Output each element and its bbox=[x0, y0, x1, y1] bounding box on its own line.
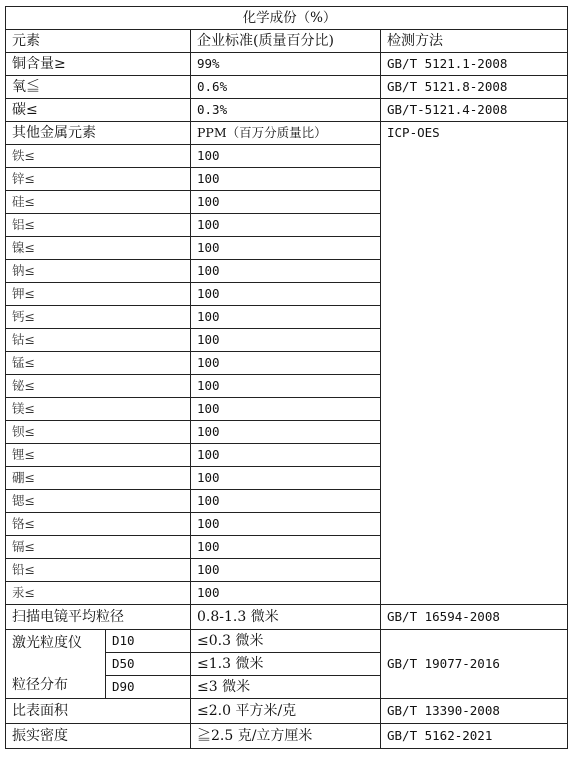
standard-cell: 99% bbox=[191, 53, 381, 76]
metal-element: 硼≤ bbox=[6, 467, 191, 490]
metal-element: 锂≤ bbox=[6, 444, 191, 467]
header-method: 检测方法 bbox=[381, 30, 568, 53]
metal-element: 硅≤ bbox=[6, 191, 191, 214]
metal-element: 镁≤ bbox=[6, 398, 191, 421]
laser-value: ≤1.3 微米 bbox=[191, 653, 381, 676]
laser-label-bottom: 粒径分布 bbox=[12, 677, 68, 693]
metal-value: 100 bbox=[191, 237, 381, 260]
tap-density-row bbox=[6, 724, 568, 749]
method-cell: GB/T 5121.1-2008 bbox=[381, 53, 568, 76]
surface-area-label: 比表面积 bbox=[6, 699, 191, 724]
metal-element: 铝≤ bbox=[6, 214, 191, 237]
tap-density-method: GB/T 5162-2021 bbox=[381, 724, 568, 749]
method-cell: GB/T-5121.4-2008 bbox=[381, 99, 568, 122]
main-row bbox=[6, 76, 568, 99]
metal-value: 100 bbox=[191, 329, 381, 352]
metal-value: 100 bbox=[191, 536, 381, 559]
metal-value: 100 bbox=[191, 352, 381, 375]
chemical-composition-table bbox=[5, 6, 568, 749]
title-row bbox=[6, 7, 568, 30]
sem-method: GB/T 16594-2008 bbox=[381, 605, 568, 630]
surface-area-method: GB/T 13390-2008 bbox=[381, 699, 568, 724]
sem-row bbox=[6, 605, 568, 630]
metal-value: 100 bbox=[191, 168, 381, 191]
laser-row bbox=[6, 630, 568, 653]
metal-element: 铋≤ bbox=[6, 375, 191, 398]
metal-element: 锶≤ bbox=[6, 490, 191, 513]
metal-value: 100 bbox=[191, 306, 381, 329]
metal-element: 汞≤ bbox=[6, 582, 191, 605]
tap-density-label: 振实密度 bbox=[6, 724, 191, 749]
laser-label-cell bbox=[6, 630, 106, 699]
metals-header-element: 其他金属元素 bbox=[6, 122, 191, 145]
metal-value: 100 bbox=[191, 214, 381, 237]
metals-header-standard: PPM（百万分质量比） bbox=[191, 122, 381, 145]
header-row bbox=[6, 30, 568, 53]
metal-element: 钴≤ bbox=[6, 329, 191, 352]
surface-area-row bbox=[6, 699, 568, 724]
metal-value: 100 bbox=[191, 559, 381, 582]
header-element: 元素 bbox=[6, 30, 191, 53]
metal-value: 100 bbox=[191, 444, 381, 467]
laser-value: ≤0.3 微米 bbox=[191, 630, 381, 653]
metal-element: 钠≤ bbox=[6, 260, 191, 283]
metal-element: 铬≤ bbox=[6, 513, 191, 536]
sem-value: 0.8-1.3 微米 bbox=[191, 605, 381, 630]
metal-value: 100 bbox=[191, 513, 381, 536]
metal-value: 100 bbox=[191, 191, 381, 214]
element-cell: 氧≦ bbox=[6, 76, 191, 99]
metal-value: 100 bbox=[191, 145, 381, 168]
standard-cell: 0.6% bbox=[191, 76, 381, 99]
laser-label-top: 激光粒度仪 bbox=[12, 635, 82, 651]
laser-key: D10 bbox=[106, 630, 191, 653]
laser-key: D90 bbox=[106, 676, 191, 699]
laser-value: ≤3 微米 bbox=[191, 676, 381, 699]
standard-cell: 0.3% bbox=[191, 99, 381, 122]
metal-value: 100 bbox=[191, 582, 381, 605]
metal-element: 锌≤ bbox=[6, 168, 191, 191]
laser-method: GB/T 19077-2016 bbox=[381, 630, 568, 699]
metal-element: 镍≤ bbox=[6, 237, 191, 260]
metals-header-row bbox=[6, 122, 568, 145]
main-row bbox=[6, 99, 568, 122]
metal-element: 钙≤ bbox=[6, 306, 191, 329]
metal-value: 100 bbox=[191, 375, 381, 398]
tap-density-value: ≧2.5 克/立方厘米 bbox=[191, 724, 381, 749]
metal-element: 锰≤ bbox=[6, 352, 191, 375]
metal-element: 铅≤ bbox=[6, 559, 191, 582]
metal-value: 100 bbox=[191, 283, 381, 306]
sem-label: 扫描电镜平均粒径 bbox=[6, 605, 191, 630]
surface-area-value: ≤2.0 平方米/克 bbox=[191, 699, 381, 724]
table-title: 化学成份（%） bbox=[6, 7, 568, 30]
element-cell: 碳≤ bbox=[6, 99, 191, 122]
metals-method-cell: ICP-OES bbox=[381, 122, 568, 605]
header-standard: 企业标准(质量百分比) bbox=[191, 30, 381, 53]
element-cell: 铜含量≥ bbox=[6, 53, 191, 76]
laser-key: D50 bbox=[106, 653, 191, 676]
metal-value: 100 bbox=[191, 421, 381, 444]
metal-element: 铁≤ bbox=[6, 145, 191, 168]
metal-element: 钾≤ bbox=[6, 283, 191, 306]
metal-value: 100 bbox=[191, 260, 381, 283]
metal-value: 100 bbox=[191, 398, 381, 421]
metal-element: 镉≤ bbox=[6, 536, 191, 559]
main-row bbox=[6, 53, 568, 76]
metal-value: 100 bbox=[191, 490, 381, 513]
metal-value: 100 bbox=[191, 467, 381, 490]
metal-element: 钡≤ bbox=[6, 421, 191, 444]
method-cell: GB/T 5121.8-2008 bbox=[381, 76, 568, 99]
